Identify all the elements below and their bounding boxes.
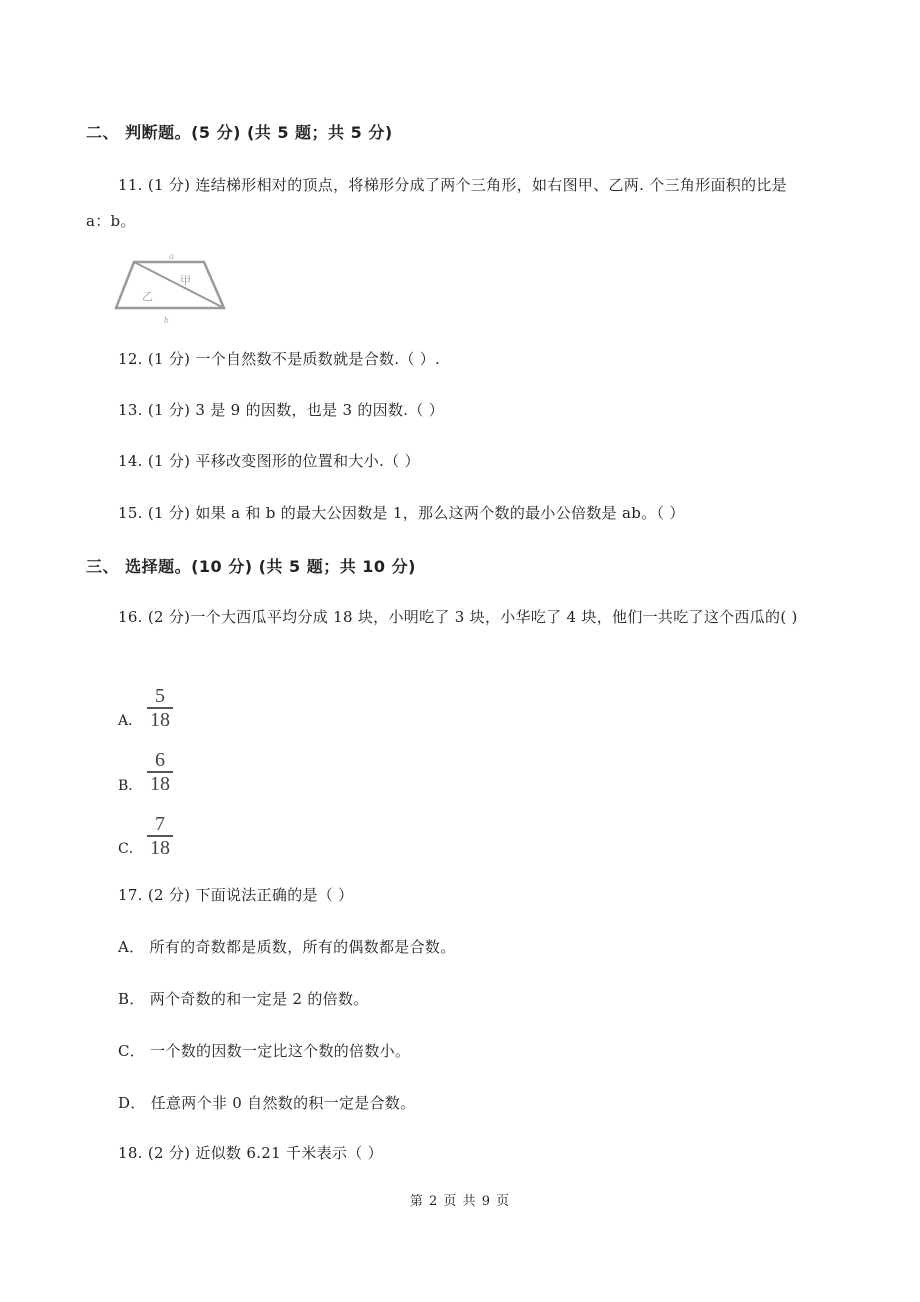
question-14: 14. (1 分) 平移改变图形的位置和大小.（ ） (118, 452, 420, 470)
fraction-denominator: 18 (150, 773, 170, 795)
option-17-c: C． 一个数的因数一定比这个数的倍数小。 (118, 1042, 411, 1060)
trapezoid-label-b: b (164, 315, 169, 325)
fraction-denominator: 18 (150, 837, 170, 859)
fraction-denominator: 18 (150, 709, 170, 731)
option-16-b-letter: B． (118, 778, 143, 794)
option-16-c-fraction (147, 814, 173, 858)
trapezoid-label-jia: 甲 (180, 274, 191, 287)
option-17-a: A． 所有的奇数都是质数，所有的偶数都是合数。 (118, 938, 456, 956)
option-16-b-fraction (147, 750, 173, 794)
trapezoid-label-a: a (169, 251, 174, 261)
question-11-line1: 11. (1 分) 连结梯形相对的顶点，将梯形分成了两个三角形，如右图甲、乙两. 个三角形面积的比是 (118, 176, 787, 194)
fraction-numerator: 7 (155, 813, 165, 835)
trapezoid-figure (112, 250, 238, 326)
question-13: 13. (1 分) 3 是 9 的因数，也是 3 的因数.（ ） (118, 401, 445, 419)
question-12: 12. (1 分) 一个自然数不是质数就是合数.（ ）. (118, 350, 441, 368)
question-15: 15. (1 分) 如果 a 和 b 的最大公因数是 1，那么这两个数的最小公倍数是 ab。（ ） (118, 504, 685, 522)
question-16: 16. (2 分)一个大西瓜平均分成 18 块，小明吃了 3 块，小华吃了 4 块，他们一共吃了这个西瓜的( ) (118, 608, 798, 626)
question-18: 18. (2 分) 近似数 6.21 千米表示（ ） (118, 1144, 383, 1162)
trapezoid-label-yi: 乙 (142, 290, 153, 303)
trapezoid-outline (116, 262, 224, 308)
option-16-c-letter: C． (118, 841, 143, 857)
section-title-judgment: 二、 判断题。(5 分) (共 5 题；共 5 分) (86, 123, 393, 142)
fraction-numerator: 5 (155, 685, 165, 707)
question-11-line2: a：b。 (86, 212, 136, 230)
option-16-a-fraction (147, 686, 173, 730)
question-17: 17. (2 分) 下面说法正确的是（ ） (118, 886, 354, 904)
option-17-d: D． 任意两个非 0 自然数的积一定是合数。 (118, 1094, 416, 1112)
section-title-choice: 三、 选择题。(10 分) (共 5 题；共 10 分) (86, 557, 416, 576)
option-17-b: B． 两个奇数的和一定是 2 的倍数。 (118, 990, 369, 1008)
fraction-numerator: 6 (155, 749, 165, 771)
page-footer: 第 2 页 共 9 页 (409, 1194, 511, 1209)
option-16-a-letter: A． (118, 713, 143, 729)
